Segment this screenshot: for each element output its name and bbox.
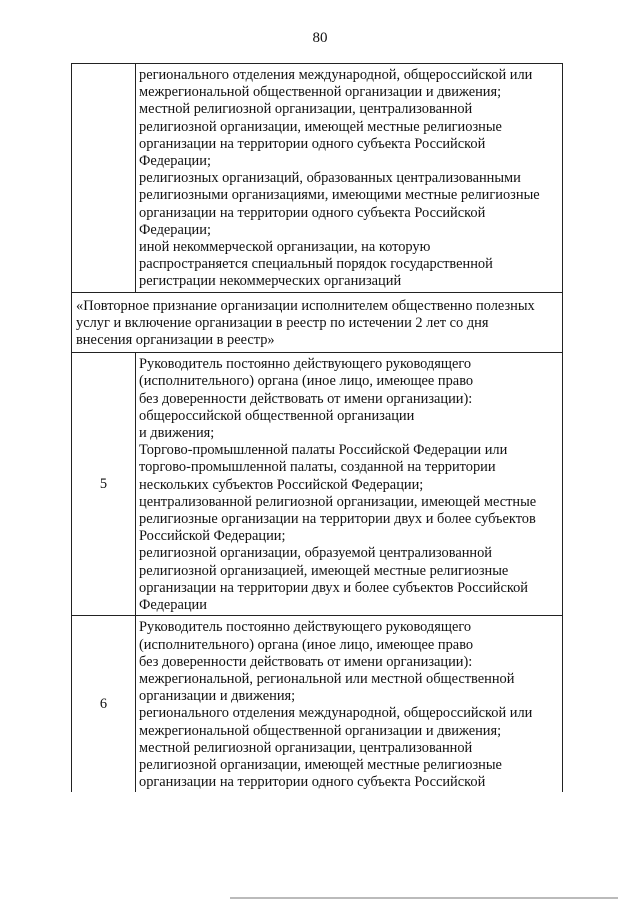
text-line: религиозной организации, образуемой централизованной <box>139 545 493 562</box>
text-line: межрегиональной, региональной или местной общественной <box>139 670 515 687</box>
text-line: организации и движения; <box>139 688 296 705</box>
table-row <box>72 64 563 293</box>
text-line: организации на территории двух и более субъектов Российской <box>139 579 528 596</box>
row-number-cell: 5 <box>72 353 136 616</box>
section-heading-cell <box>72 292 563 353</box>
text-line: Руководитель постоянно действующего руководящего <box>139 619 472 636</box>
text-line: без доверенности действовать от имени организации): <box>139 390 473 407</box>
text-line: без доверенности действовать от имени организации): <box>139 653 473 670</box>
text-line: Федерации; <box>139 221 211 238</box>
text-line: регистрации некоммерческих организаций <box>139 273 402 290</box>
text-line: иной некоммерческой организации, на которую <box>139 239 431 256</box>
text-line: торгово-промышленной палаты, созданной на территории <box>139 459 496 476</box>
text-line: межрегиональной общественной организации и движения; <box>139 84 502 101</box>
text-line: религиозных организаций, образованных централизованными <box>139 170 521 187</box>
text-line: местной религиозной организации, централизованной <box>139 739 473 756</box>
text-line: Федерации; <box>139 153 211 170</box>
heading-line: «Повторное признание организации исполнителем общественно полезных <box>76 297 535 314</box>
heading-line: услуг и включение организации в реестр по истечении 2 лет со дня <box>76 314 489 331</box>
text-line: местной религиозной организации, централизованной <box>139 101 473 118</box>
text-line: организации на территории одного субъекта Российской <box>139 204 486 221</box>
requirements-table <box>71 63 563 792</box>
text-line: Торгово-промышленной палаты Российской Федерации или <box>139 442 508 459</box>
page-number: 80 <box>312 30 328 46</box>
text-line: регионального отделения международной, общероссийской или <box>139 67 533 83</box>
text-line: религиозными организациями, имеющими местные религиозные <box>139 187 540 204</box>
text-line: (исполнительного) органа (иное лицо, имеющее право <box>139 373 474 390</box>
text-line: общероссийской общественной организации <box>139 407 415 424</box>
text-line: (исполнительного) органа (иное лицо, имеющее право <box>139 636 474 653</box>
scan-edge-line <box>230 897 618 899</box>
table-row-section-heading <box>72 292 563 353</box>
table-row <box>72 353 563 616</box>
row-text-cell <box>136 616 563 793</box>
row-number-cell: 6 <box>72 616 136 793</box>
text-line: Руководитель постоянно действующего руководящего <box>139 356 472 373</box>
text-line: и движения; <box>139 425 215 442</box>
text-line: межрегиональной общественной организации и движения; <box>139 722 502 739</box>
row-text-cell <box>136 64 563 293</box>
text-line: Российской Федерации; <box>139 528 286 545</box>
text-line: регионального отделения международной, общероссийской или <box>139 705 533 722</box>
text-line: распространяется специальный порядок государственной <box>139 256 493 273</box>
heading-line: внесения организации в реестр» <box>76 332 275 349</box>
text-line: нескольких субъектов Российской Федерации; <box>139 476 424 493</box>
text-line: Федерации <box>139 597 207 614</box>
row-number-cell <box>72 64 136 293</box>
text-line: религиозной организацией, имеющей местные религиозные <box>139 562 509 579</box>
row-text-cell <box>136 353 563 616</box>
text-line: религиозной организации, имеющей местные религиозные <box>139 756 502 773</box>
text-line: организации на территории одного субъекта Российской <box>139 135 486 152</box>
text-line: религиозной организации, имеющей местные религиозные <box>139 118 502 135</box>
text-line: организации на территории одного субъекта Российской <box>139 774 486 791</box>
text-line: централизованной религиозной организации, имеющей местные <box>139 493 537 510</box>
table-row <box>72 616 563 793</box>
text-line: религиозные организации на территории двух и более субъектов <box>139 511 536 528</box>
